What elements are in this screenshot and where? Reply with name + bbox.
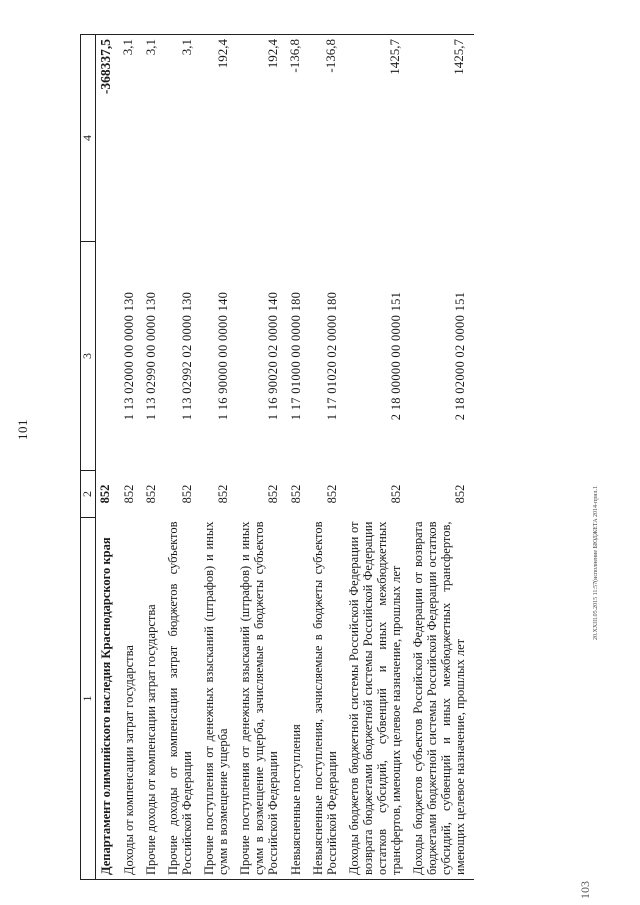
- row-admin-code: 852: [98, 484, 112, 504]
- row-description: Невыясненные поступления: [287, 518, 310, 880]
- row-amount: -136,8: [310, 35, 346, 242]
- table-row: [237, 35, 287, 880]
- bottom-page-number: 103: [578, 881, 592, 899]
- row-description: Прочие поступления от денежных взысканий (штрафов) и иных сумм в возмещение ущерба, зачисляемые в бюджеты субъектов Российской Федерации: [237, 518, 287, 880]
- row-admin-code: 852: [288, 484, 303, 504]
- row-description: Прочие доходы от компенсации затрат государства: [143, 518, 166, 880]
- row-budget-code: 1 17 01020 02 0000 180: [324, 291, 339, 421]
- row-budget-code: 1 13 02000 00 0000 130: [121, 291, 136, 421]
- row-amount: 1425,7: [346, 35, 410, 242]
- table-row: [310, 35, 346, 880]
- row-amount: 3,1: [165, 35, 201, 242]
- row-admin-code: 852: [388, 484, 403, 504]
- row-budget-code: 1 13 02990 00 0000 130: [144, 291, 159, 421]
- row-admin-code: 852: [121, 484, 136, 504]
- row-amount: 3,1: [143, 35, 166, 242]
- header-col-3: 3: [81, 242, 96, 471]
- row-budget-code: 1 16 90020 02 0000 140: [266, 291, 281, 421]
- row-description: Доходы бюджетов бюджетной системы Российской Федерации от возврата бюджетами бюджетной системы Российской Федерации остатков субсидий, субвенций и иных межбюджетных трансфертов, имеющих целевое назначение, прошлых лет: [346, 518, 410, 880]
- table-header-row: [81, 35, 96, 880]
- row-admin-code: 852: [144, 484, 159, 504]
- table-row: [143, 35, 166, 880]
- row-admin-code: 852: [216, 484, 231, 504]
- table-row: [120, 35, 143, 880]
- revenue-table: [80, 34, 474, 880]
- row-amount: 1425,7: [410, 35, 474, 242]
- row-description: Доходы от компенсации затрат государства: [120, 518, 143, 880]
- table-row: [410, 35, 474, 880]
- row-amount: -136,8: [287, 35, 310, 242]
- row-budget-code: [96, 242, 121, 471]
- row-admin-code: 852: [324, 484, 339, 504]
- row-budget-code: 1 16 90000 00 0000 140: [216, 291, 231, 421]
- header-col-2: 2: [81, 471, 96, 518]
- rotated-table-wrapper: [80, 35, 574, 880]
- row-admin-code: 852: [180, 484, 195, 504]
- row-budget-code: 2 18 02000 02 0000 151: [452, 291, 467, 421]
- header-col-4: 4: [81, 35, 96, 242]
- row-description: Прочие поступления от денежных взысканий (штрафов) и иных сумм в возмещение ущерба: [201, 518, 237, 880]
- table-row: [201, 35, 237, 880]
- row-description: Невыясненные поступления, зачисляемые в бюджеты субъектов Российской Федерации: [310, 518, 346, 880]
- row-amount: -368337,5: [96, 35, 121, 242]
- table-row: [165, 35, 201, 880]
- row-admin-code: 852: [452, 484, 467, 504]
- row-description: Департамент олимпийского наследия Краснодарского края: [96, 518, 121, 880]
- row-amount: 192,4: [237, 35, 287, 242]
- page-number: 101: [15, 419, 30, 440]
- row-budget-code: 1 13 02992 02 0000 130: [180, 291, 195, 421]
- row-admin-code: 852: [266, 484, 281, 504]
- table-row: [346, 35, 410, 880]
- header-col-1: 1: [81, 518, 96, 880]
- row-description: Прочие доходы от компенсации затрат бюджетов субъектов Российской Федерации: [165, 518, 201, 880]
- row-budget-code: 2 18 00000 00 0000 151: [388, 291, 403, 421]
- row-budget-code: 1 17 01000 00 0000 180: [288, 291, 303, 421]
- row-amount: 3,1: [120, 35, 143, 242]
- footer-file-path: 20.XXIII.05.2015 11:57(исполнение БЮДЖЕТА 2014-прил.1: [593, 486, 599, 640]
- row-description: Доходы бюджетов субъектов Российской Федерации от возврата бюджетами бюджетной системы Российской Федерации остатков субсидий, субвенций и иных межбюджетных трансфертов, имеющих целевое назначение, прошлых лет: [410, 518, 474, 880]
- table-section-row: [96, 35, 121, 880]
- table-row: [287, 35, 310, 880]
- row-amount: 192,4: [201, 35, 237, 242]
